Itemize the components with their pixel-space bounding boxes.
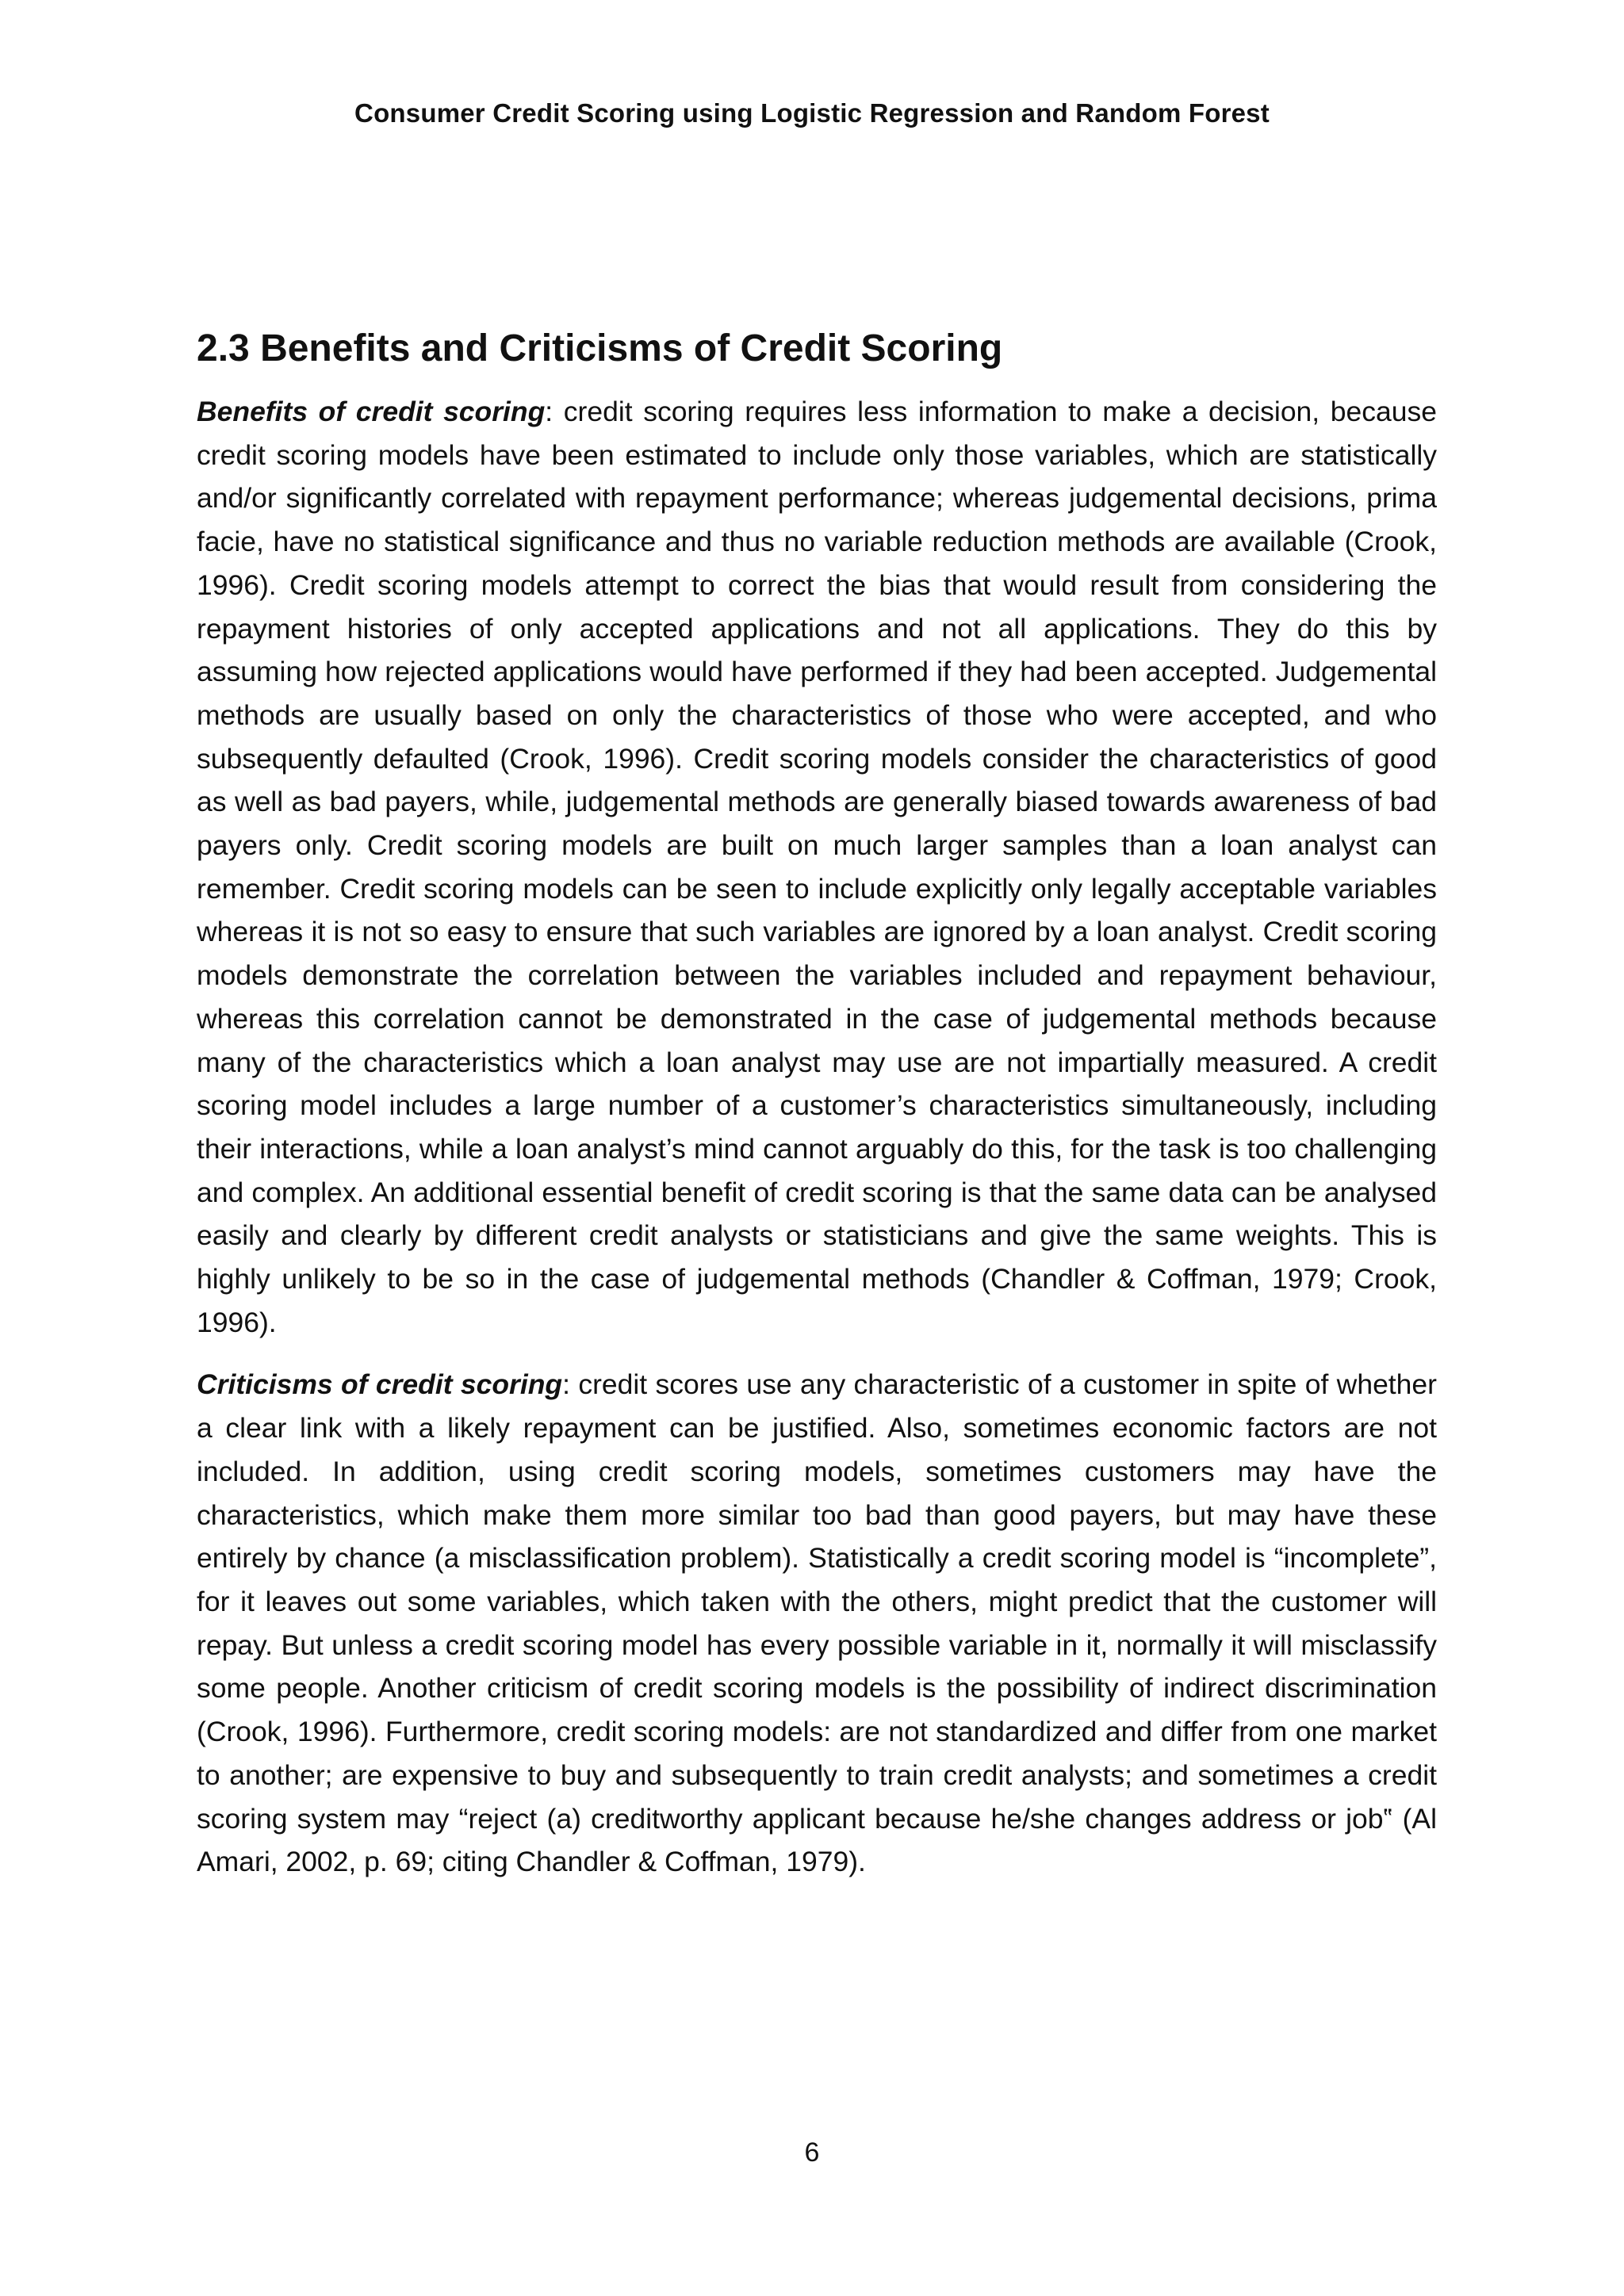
document-body: [197, 325, 1437, 1903]
criticisms-lead: Criticisms of credit scoring: [197, 1368, 563, 1401]
section-title: 2.3 Benefits and Criticisms of Credit Scoring: [197, 327, 1003, 369]
criticisms-text: : credit scores use any characteristic of a customer in spite of whether a clear link with a likely repayment can be justified. Also, sometimes economic factors are not included. In addition, using credit scoring models, sometimes customers may have the characteristics, which make them more similar too bad than good payers, but may have these entirely by chance (a misclassification problem). Statistically a credit scoring model is “incomplete”, for it leaves out some variables, which taken with the others, might predict that the customer will repay. But unless a credit scoring model has every possible variable in it, normally it will misclassify some people. Another criticism of credit scoring models is the possibility of indirect discrimination (Crook, 1996). Furthermore, credit scoring models: are not standardized and differ from one market to another; are expensive to buy and subsequently to train credit analysts; and sometimes a credit scoring system may “reject (a) creditworthy applicant because he/she changes address or job‟ (Al Amari, 2002, p. 69; citing Chandler & Coffman, 1979).: [197, 1368, 1437, 1878]
benefits-paragraph: [197, 390, 1437, 1344]
running-header: Consumer Credit Scoring using Logistic Regression and Random Forest: [354, 98, 1270, 128]
benefits-lead: Benefits of credit scoring: [197, 396, 546, 427]
benefits-text: : credit scoring requires less information to make a decision, because credit scoring models have been estimated to include only those variables, which are statistically and/or significantly correlated with repayment performance; whereas judgemental decisions, prima facie, have no statistical significance and thus no variable reduction methods are available (Crook, 1996). Credit scoring models attempt to correct the bias that would result from considering the repayment histories of only accepted applications and not all applications. They do this by assuming how rejected applications would have performed if they had been accepted. Judgemental methods are usually based on only the characteristics of those who were accepted, and who subsequently defaulted (Crook, 1996). Credit scoring models consider the characteristics of good as well as bad payers, while, judgemental methods are generally biased towards awareness of bad payers only. Credit scoring models are built on much larger samples than a loan analyst can remember. Credit scoring models can be seen to include explicitly only legally acceptable variables whereas it is not so easy to ensure that such variables are ignored by a loan analyst. Credit scoring models demonstrate the correlation between the variables included and repayment behaviour, whereas this correlation cannot be demonstrated in the case of judgemental methods because many of the characteristics which a loan analyst may use are not impartially measured. A credit scoring model includes a large number of a customer’s characteristics simultaneously, including their interactions, while a loan analyst’s mind cannot arguably do this, for the task is too challenging and complex. An additional essential benefit of credit scoring is that the same data can be analysed easily and clearly by different credit analysts or statisticians and give the same weights. This is highly unlikely to be so in the case of judgemental methods (Chandler & Coffman, 1979; Crook, 1996).: [197, 396, 1437, 1338]
criticisms-paragraph: [197, 1363, 1437, 1883]
page-number: 6: [804, 2137, 820, 2168]
